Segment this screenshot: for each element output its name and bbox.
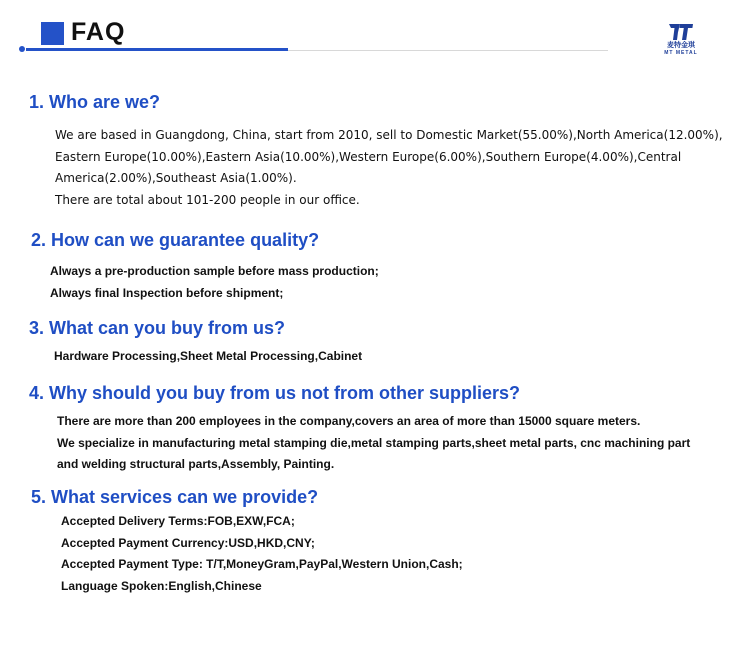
logo-chinese-text: 麦特金琪 — [667, 42, 695, 49]
answer-line: Hardware Processing,Sheet Metal Processing,Cabinet — [54, 349, 363, 363]
answer-line: and welding structural parts,Assembly, Painting. — [57, 457, 335, 471]
faq-question-1: 1. Who are we? — [29, 92, 161, 112]
title-underline-extension — [288, 50, 608, 51]
faq-question-5: 5. What services can we provide? — [31, 487, 319, 507]
faq-question-4: 4. Why should you buy from us not from other suppliers? — [29, 383, 521, 403]
faq-answer-4 — [57, 411, 690, 476]
title-underline — [26, 48, 288, 51]
answer-line: Eastern Europe(10.00%),Eastern Asia(10.00%),Western Europe(6.00%),Southern Europe(4.00%),Central — [55, 149, 682, 164]
title-rule-dot — [19, 46, 25, 52]
answer-line: Accepted Delivery Terms:FOB,EXW,FCA; — [61, 514, 295, 528]
answer-line: There are total about 101-200 people in our office. — [55, 192, 360, 207]
faq-question-2: 2. How can we guarantee quality? — [31, 230, 320, 250]
mt-logo-icon — [667, 22, 695, 42]
answer-line: Accepted Payment Type: T/T,MoneyGram,PayPal,Western Union,Cash; — [61, 557, 463, 571]
answer-line: We are based in Guangdong, China, start from 2010, sell to Domestic Market(55.00%),North America(12.00%), — [55, 128, 723, 142]
faq-answer-2 — [50, 261, 379, 304]
page-title: FAQ — [71, 18, 126, 46]
faq-answer-5 — [61, 511, 463, 597]
answer-line: America(2.00%),Southeast Asia(1.00%). — [55, 171, 297, 185]
answer-line: There are more than 200 employees in the company,covers an area of more than 15000 square meters. — [57, 414, 641, 428]
faq-question-3: 3. What can you buy from us? — [29, 318, 286, 338]
answer-line: Always final Inspection before shipment; — [50, 285, 284, 300]
answer-line: Accepted Payment Currency:USD,HKD,CNY; — [61, 535, 315, 550]
faq-answer-3 — [54, 346, 362, 368]
logo-english-text: MT METAL — [664, 50, 698, 56]
company-logo — [651, 22, 711, 62]
page-header — [0, 0, 750, 70]
faq-answer-1 — [55, 125, 723, 211]
answer-line: Always a pre-production sample before mass production; — [50, 264, 379, 278]
answer-line: Language Spoken:English,Chinese — [61, 578, 262, 593]
answer-line: We specialize in manufacturing metal stamping die,metal stamping parts,sheet metal parts, cnc machining part — [57, 435, 691, 450]
title-marker-square — [41, 22, 64, 45]
